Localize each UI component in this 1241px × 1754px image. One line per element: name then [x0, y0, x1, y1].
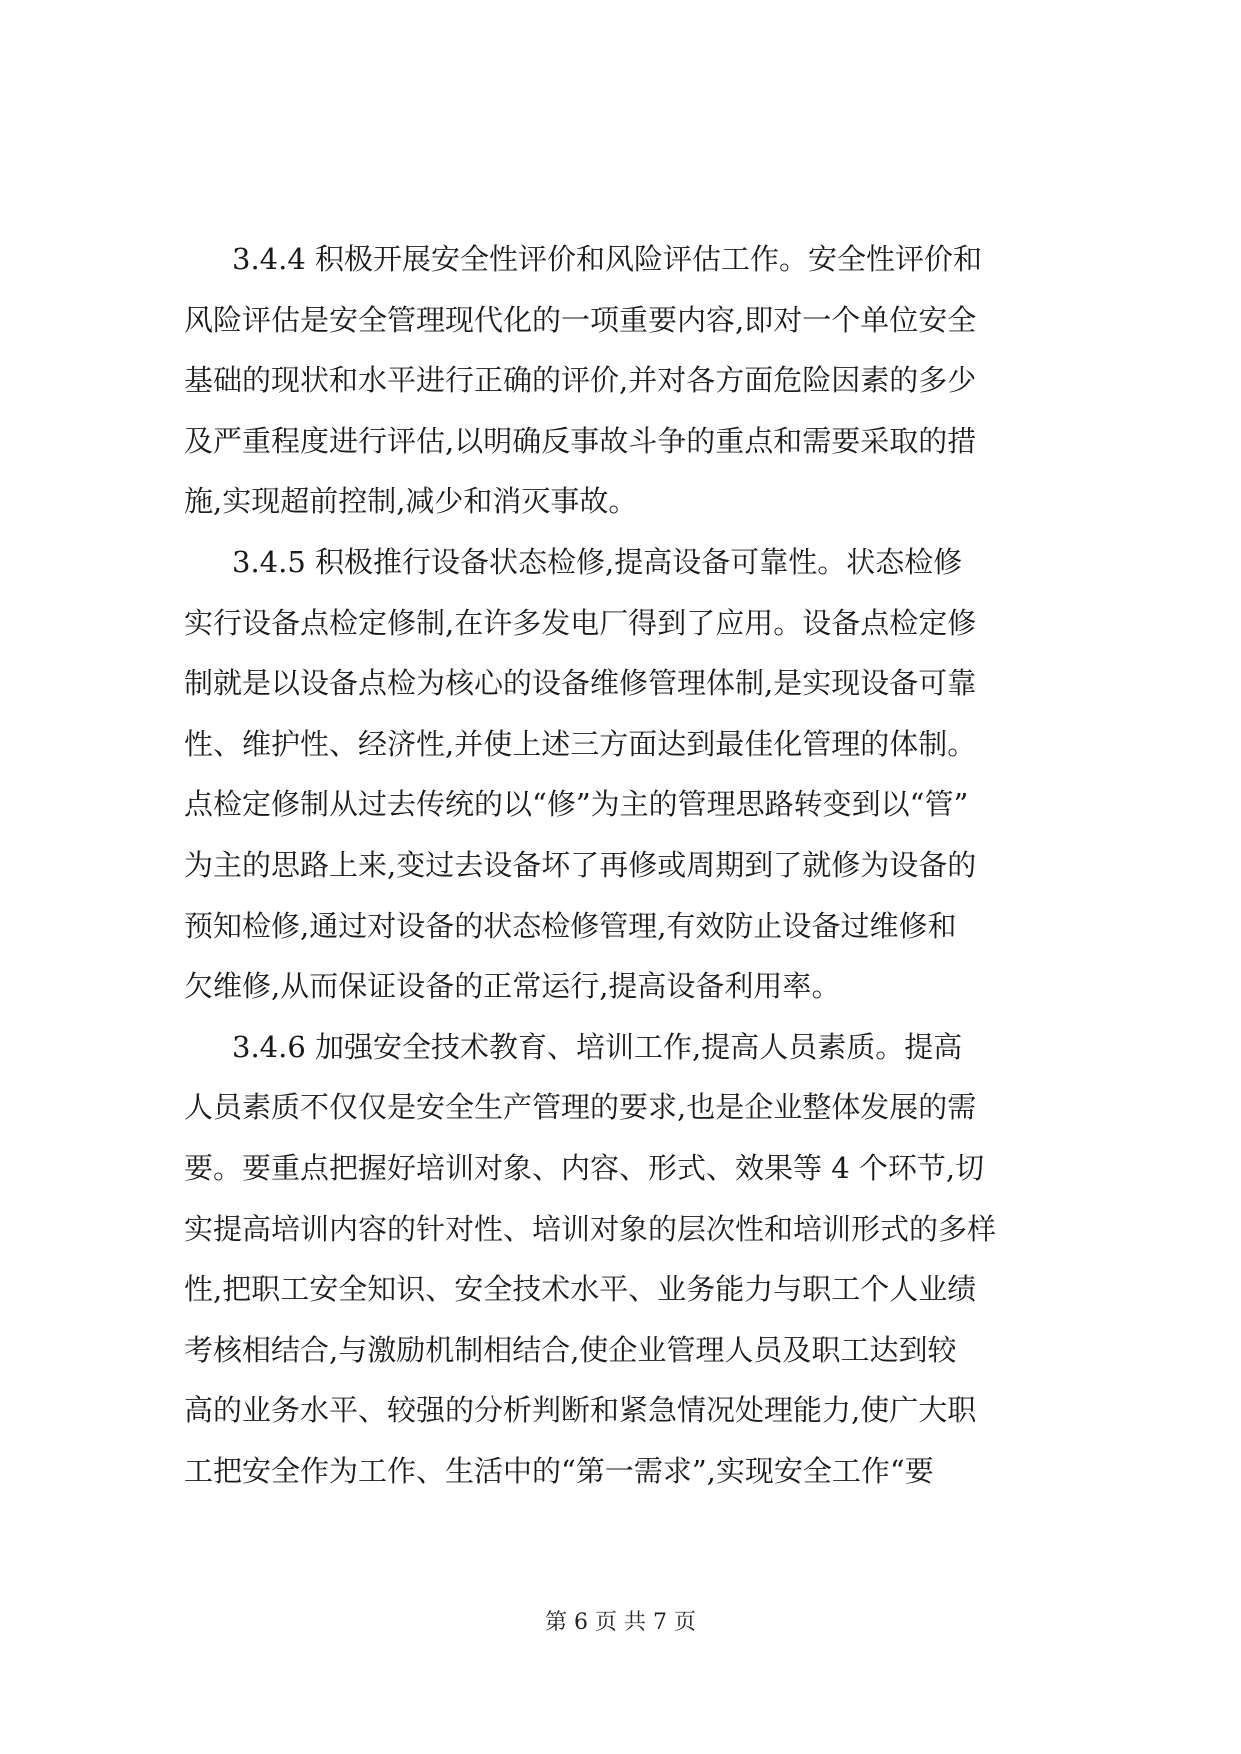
text-line-section-3-4-4-start: 3.4.4 积极开展安全性评价和风险评估工作。安全性评价和	[232, 242, 983, 276]
text-line: 预知检修,通过对设备的状态检修管理,有效防止设备过维修和	[184, 908, 957, 943]
text-line-section-3-4-6-start: 3.4.6 加强安全技术教育、培训工作,提高人员素质。提高	[232, 1029, 963, 1064]
text-line: 制就是以设备点检为核心的设备维修管理体制,是实现设备可靠	[184, 666, 977, 701]
text-line: 考核相结合,与激励机制相结合,使企业管理人员及职工达到较	[184, 1332, 957, 1367]
text-line: 人员素质不仅仅是安全生产管理的要求,也是企业整体发展的需	[184, 1090, 977, 1125]
page-footer	[0, 1608, 1241, 1638]
text-line: 要。要重点把握好培训对象、内容、形式、效果等 4 个环节,切	[184, 1150, 985, 1185]
text-line-section-3-4-5-start: 3.4.5 积极推行设备状态检修,提高设备可靠性。状态检修	[232, 544, 963, 579]
text-line: 性、维护性、经济性,并使上述三方面达到最佳化管理的体制。	[184, 726, 977, 761]
text-line: 高的业务水平、较强的分析判断和紧急情况处理能力,使广大职	[184, 1393, 977, 1428]
text-line: 欠维修,从而保证设备的正常运行,提高设备利用率。	[184, 969, 841, 1004]
text-line: 及严重程度进行评估,以明确反事故斗争的重点和需要采取的措	[184, 423, 977, 458]
text-line: 实提高培训内容的针对性、培训对象的层次性和培训形式的多样	[184, 1211, 997, 1246]
text-line: 性,把职工安全知识、安全技术水平、业务能力与职工个人业绩	[184, 1272, 977, 1307]
text-line: 点检定修制从过去传统的以“修”为主的管理思路转变到以“管”	[184, 787, 969, 822]
text-line: 施,实现超前控制,减少和消灭事故。	[184, 484, 638, 519]
text-line: 为主的思路上来,变过去设备坏了再修或周期到了就修为设备的	[184, 847, 977, 882]
text-line: 风险评估是安全管理现代化的一项重要内容,即对一个单位安全	[184, 302, 977, 337]
page-number-label: 第 6 页 共 7 页	[545, 1610, 696, 1635]
text-line: 工把安全作为工作、生活中的“第一需求”,实现安全工作“要	[184, 1453, 934, 1488]
body-text	[184, 229, 1078, 1501]
text-line: 基础的现状和水平进行正确的评价,并对各方面危险因素的多少	[184, 363, 977, 398]
text-line: 实行设备点检定修制,在许多发电厂得到了应用。设备点检定修	[184, 605, 977, 640]
